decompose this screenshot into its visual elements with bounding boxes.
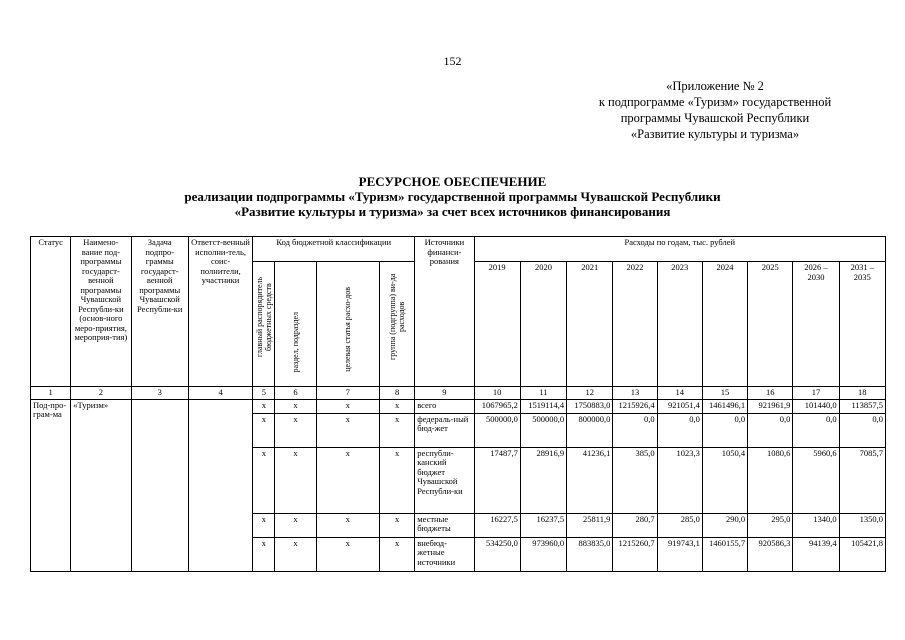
col-number: 3 [131,387,188,400]
source-cell: федераль-ный бюд-жет [415,413,474,447]
col-number: 14 [657,387,702,400]
header-year: 2031 – 2035 [839,262,885,387]
value-cell: 285,0 [657,513,702,537]
value-cell: 500000,0 [520,413,566,447]
data-rows [31,399,886,571]
col-number: 15 [702,387,747,400]
value-cell: 0,0 [613,413,657,447]
header-bc-manager: главный распорядитель бюджетных средств [254,276,273,358]
value-cell: 105421,8 [839,537,885,571]
header-executor: Ответст-венный исполни-тель, соис-полнители, участники [188,237,252,387]
value-cell: 1215926,4 [613,399,657,413]
value-cell: 500000,0 [474,413,520,447]
value-cell: 113857,5 [839,399,885,413]
source-cell: местные бюджеты [415,513,474,537]
code-cell: x [253,513,275,537]
value-cell: 101440,0 [793,399,839,413]
value-cell: 385,0 [613,447,657,513]
title-line-2: реализации подпрограммы «Туризм» государственной программы Чувашской Республики [184,189,721,204]
title-line-1: РЕСУРСНОЕ ОБЕСПЕЧЕНИЕ [358,174,547,189]
column-number-row [31,387,886,400]
col-number: 2 [71,387,131,400]
value-cell: 1461496,1 [702,399,747,413]
col-number: 18 [839,387,885,400]
col-number: 7 [316,387,379,400]
value-cell: 1350,0 [839,513,885,537]
value-cell: 921961,9 [748,399,793,413]
value-cell: 1460155,7 [702,537,747,571]
appendix-line-3: программы Чувашской Республики [620,111,810,125]
code-cell: x [379,537,414,571]
header-task: Задача подпро-граммы государст-венной программы Чувашской Республи-ки [131,237,188,387]
col-number: 17 [793,387,839,400]
header-status: Статус [31,237,71,387]
code-cell: x [379,399,414,413]
header-expenses: Расходы по годам, тыс. рублей [474,237,885,262]
code-cell: x [275,537,316,571]
value-cell: 1750883,0 [567,399,613,413]
header-bc-group: группа (подгруппа) ви-да расходов [388,273,407,361]
value-cell: 973960,0 [520,537,566,571]
code-cell: x [275,413,316,447]
document-title [0,174,905,219]
col-number: 10 [474,387,520,400]
value-cell: 883835,0 [567,537,613,571]
value-cell: 1340,0 [793,513,839,537]
value-cell: 28916,9 [520,447,566,513]
col-number: 5 [253,387,275,400]
col-number: 12 [567,387,613,400]
col-number: 4 [188,387,252,400]
code-cell: x [316,537,379,571]
col-number: 9 [415,387,474,400]
row-executor [188,399,252,571]
value-cell: 290,0 [702,513,747,537]
code-cell: x [379,447,414,513]
col-number: 16 [748,387,793,400]
header-bc-article: целевая статья расхо-дов [343,287,353,372]
value-cell: 280,7 [613,513,657,537]
source-cell: внебюд-жетные источники [415,537,474,571]
value-cell: 919743,1 [657,537,702,571]
source-cell: всего [415,399,474,413]
header-year: 2025 [748,262,793,387]
header-year: 2026 – 2030 [793,262,839,387]
code-cell: x [316,447,379,513]
value-cell: 1519114,4 [520,399,566,413]
code-cell: x [316,413,379,447]
value-cell: 7085,7 [839,447,885,513]
value-cell: 1080,6 [748,447,793,513]
value-cell: 295,0 [748,513,793,537]
header-year: 2020 [520,262,566,387]
header-name: Наимено-вание под-программы государст-венной программы Чувашской Республи-ки (основ-ного меро-приятия, мероприя-тия) [71,237,131,387]
appendix-note [560,78,870,142]
page-number: 152 [443,54,462,68]
value-cell: 16237,5 [520,513,566,537]
value-cell: 25811,9 [567,513,613,537]
value-cell: 1215260,7 [613,537,657,571]
code-cell: x [275,513,316,537]
source-cell: республи-канский бюджет Чувашской Республи-ки [415,447,474,513]
appendix-line-4: «Развитие культуры и туризма» [630,127,800,141]
resource-table [30,236,886,572]
value-cell: 41236,1 [567,447,613,513]
code-cell: x [379,513,414,537]
title-line-3: «Развитие культуры и туризма» за счет всех источников финансирования [234,204,671,219]
value-cell: 16227,5 [474,513,520,537]
code-cell: x [253,399,275,413]
appendix-line-1: «Приложение № 2 [666,79,764,93]
value-cell: 0,0 [839,413,885,447]
header-year: 2023 [657,262,702,387]
col-number: 11 [520,387,566,400]
header-year: 2021 [567,262,613,387]
header-year: 2022 [613,262,657,387]
value-cell: 920586,3 [748,537,793,571]
code-cell: x [275,447,316,513]
value-cell: 0,0 [748,413,793,447]
row-name: «Туризм» [71,399,131,571]
appendix-line-2: к подпрограмме «Туризм» государственной [598,95,832,109]
value-cell: 1023,3 [657,447,702,513]
col-number: 1 [31,387,71,400]
col-number: 8 [379,387,414,400]
value-cell: 0,0 [793,413,839,447]
value-cell: 1067965,2 [474,399,520,413]
code-cell: x [253,413,275,447]
value-cell: 921051,4 [657,399,702,413]
code-cell: x [316,513,379,537]
code-cell: x [275,399,316,413]
row-status: Под-про-грам-ма [31,399,71,571]
code-cell: x [253,537,275,571]
table-row [31,399,886,413]
value-cell: 17487,7 [474,447,520,513]
header-budget-code: Код бюджетной классификации [253,237,415,262]
col-number: 13 [613,387,657,400]
col-number: 6 [275,387,316,400]
code-cell: x [379,413,414,447]
header-sources: Источники финанси-рования [415,237,474,387]
header-row-1 [31,237,886,262]
value-cell: 0,0 [657,413,702,447]
code-cell: x [253,447,275,513]
header-bc-section: раздел, подраздел [290,311,300,372]
code-cell: x [316,399,379,413]
value-cell: 5960,6 [793,447,839,513]
header-year: 2019 [474,262,520,387]
value-cell: 94139,4 [793,537,839,571]
header-year: 2024 [702,262,747,387]
row-task [131,399,188,571]
value-cell: 1050,4 [702,447,747,513]
value-cell: 800000,0 [567,413,613,447]
value-cell: 0,0 [702,413,747,447]
value-cell: 534250,0 [474,537,520,571]
